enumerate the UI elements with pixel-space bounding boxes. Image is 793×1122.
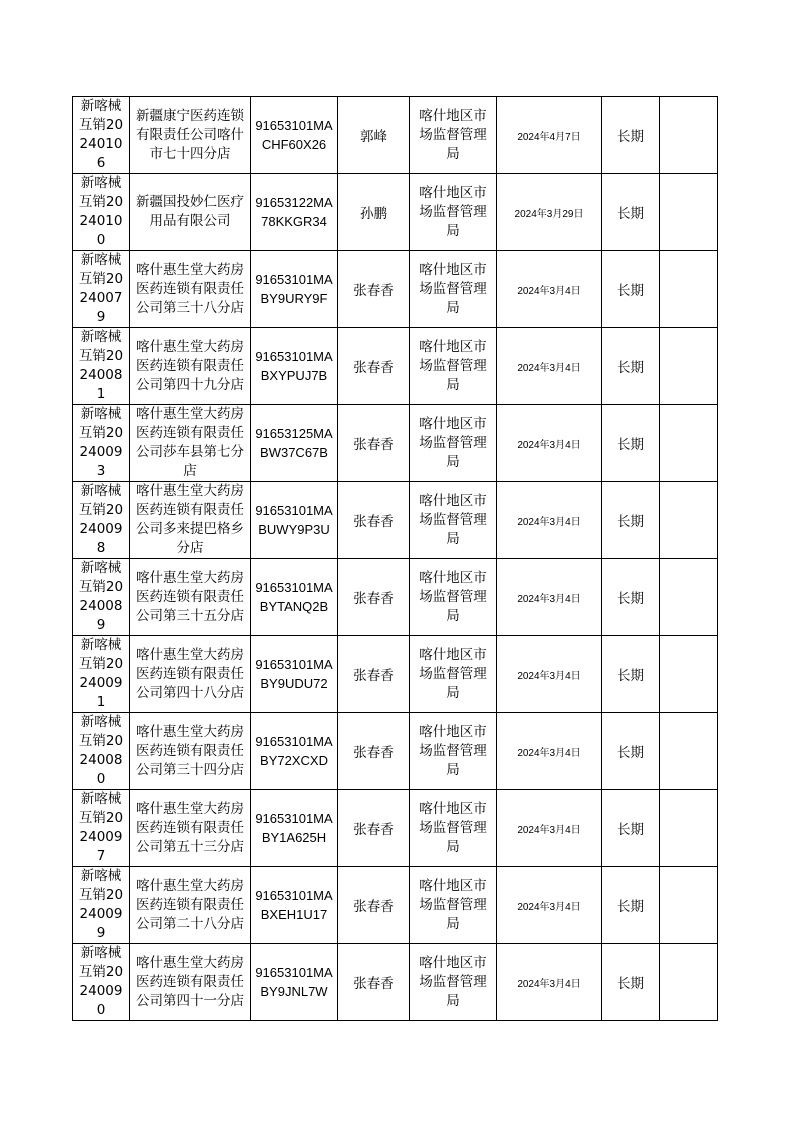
- issue-date-cell: 2024年3月4日: [497, 251, 602, 328]
- credit-code-cell: 91653101MABY9UDU72: [251, 636, 338, 713]
- issuing-authority-cell: 喀什地区市场监督管理局: [410, 790, 497, 867]
- company-name-cell: 喀什惠生堂大药房医药连锁有限责任公司第五十三分店: [130, 790, 251, 867]
- credit-code-cell: 91653101MABYTANQ2B: [251, 559, 338, 636]
- legal-person-cell: 张春香: [338, 944, 410, 1021]
- legal-person-cell: 张春香: [338, 251, 410, 328]
- legal-person-cell: 张春香: [338, 636, 410, 713]
- record-number-cell: 新喀械互销20240081: [73, 328, 130, 405]
- record-number-cell: 新喀械互销20240090: [73, 944, 130, 1021]
- validity-term-cell: 长期: [602, 405, 660, 482]
- issue-date-cell: 2024年3月4日: [497, 713, 602, 790]
- legal-person-cell: 张春香: [338, 790, 410, 867]
- legal-person-cell: 张春香: [338, 482, 410, 559]
- validity-term-cell: 长期: [602, 713, 660, 790]
- validity-term-cell: 长期: [602, 482, 660, 559]
- record-number-cell: 新喀械互销20240080: [73, 713, 130, 790]
- validity-term-cell: 长期: [602, 790, 660, 867]
- table-row: [73, 713, 718, 790]
- validity-term-cell: 长期: [602, 97, 660, 174]
- issuing-authority-cell: 喀什地区市场监督管理局: [410, 944, 497, 1021]
- table-row: [73, 251, 718, 328]
- credit-code-cell: 91653122MA78KKGR34: [251, 174, 338, 251]
- record-number-cell: 新喀械互销20240097: [73, 790, 130, 867]
- issuing-authority-cell: 喀什地区市场监督管理局: [410, 482, 497, 559]
- issue-date-cell: 2024年3月4日: [497, 944, 602, 1021]
- company-name-cell: 喀什惠生堂大药房医药连锁有限责任公司第四十一分店: [130, 944, 251, 1021]
- issuing-authority-cell: 喀什地区市场监督管理局: [410, 636, 497, 713]
- company-name-cell: 喀什惠生堂大药房医药连锁有限责任公司第二十八分店: [130, 867, 251, 944]
- issue-date-cell: 2024年4月7日: [497, 97, 602, 174]
- validity-term-cell: 长期: [602, 944, 660, 1021]
- validity-term-cell: 长期: [602, 636, 660, 713]
- credit-code-cell: 91653101MABY1A625H: [251, 790, 338, 867]
- remarks-cell: [660, 97, 718, 174]
- issue-date-cell: 2024年3月4日: [497, 636, 602, 713]
- remarks-cell: [660, 867, 718, 944]
- issue-date-cell: 2024年3月4日: [497, 482, 602, 559]
- credit-code-cell: 91653101MABXEH1U17: [251, 867, 338, 944]
- remarks-cell: [660, 636, 718, 713]
- credit-code-cell: 91653101MABXYPUJ7B: [251, 328, 338, 405]
- table-row: [73, 328, 718, 405]
- license-table: [72, 96, 718, 1021]
- validity-term-cell: 长期: [602, 251, 660, 328]
- credit-code-cell: 91653125MABW37C67B: [251, 405, 338, 482]
- legal-person-cell: 郭峰: [338, 97, 410, 174]
- remarks-cell: [660, 713, 718, 790]
- company-name-cell: 喀什惠生堂大药房医药连锁有限责任公司莎车县第七分店: [130, 405, 251, 482]
- legal-person-cell: 张春香: [338, 405, 410, 482]
- remarks-cell: [660, 405, 718, 482]
- issue-date-cell: 2024年3月4日: [497, 867, 602, 944]
- record-number-cell: 新喀械互销20240089: [73, 559, 130, 636]
- table-row: [73, 944, 718, 1021]
- company-name-cell: 喀什惠生堂大药房医药连锁有限责任公司第四十八分店: [130, 636, 251, 713]
- record-number-cell: 新喀械互销20240093: [73, 405, 130, 482]
- issue-date-cell: 2024年3月29日: [497, 174, 602, 251]
- issuing-authority-cell: 喀什地区市场监督管理局: [410, 97, 497, 174]
- table-row: [73, 482, 718, 559]
- company-name-cell: 喀什惠生堂大药房医药连锁有限责任公司第三十四分店: [130, 713, 251, 790]
- remarks-cell: [660, 559, 718, 636]
- record-number-cell: 新喀械互销20240106: [73, 97, 130, 174]
- company-name-cell: 喀什惠生堂大药房医药连锁有限责任公司第三十五分店: [130, 559, 251, 636]
- table-row: [73, 405, 718, 482]
- validity-term-cell: 长期: [602, 867, 660, 944]
- issuing-authority-cell: 喀什地区市场监督管理局: [410, 713, 497, 790]
- record-number-cell: 新喀械互销20240091: [73, 636, 130, 713]
- record-number-cell: 新喀械互销20240098: [73, 482, 130, 559]
- issuing-authority-cell: 喀什地区市场监督管理局: [410, 559, 497, 636]
- remarks-cell: [660, 944, 718, 1021]
- issuing-authority-cell: 喀什地区市场监督管理局: [410, 328, 497, 405]
- table-row: [73, 559, 718, 636]
- table-body: [73, 97, 718, 1021]
- issue-date-cell: 2024年3月4日: [497, 559, 602, 636]
- remarks-cell: [660, 328, 718, 405]
- company-name-cell: 喀什惠生堂大药房医药连锁有限责任公司第三十八分店: [130, 251, 251, 328]
- record-number-cell: 新喀械互销20240099: [73, 867, 130, 944]
- legal-person-cell: 张春香: [338, 867, 410, 944]
- issue-date-cell: 2024年3月4日: [497, 790, 602, 867]
- legal-person-cell: 张春香: [338, 559, 410, 636]
- remarks-cell: [660, 251, 718, 328]
- issuing-authority-cell: 喀什地区市场监督管理局: [410, 867, 497, 944]
- company-name-cell: 喀什惠生堂大药房医药连锁有限责任公司多来提巴格乡分店: [130, 482, 251, 559]
- legal-person-cell: 孙鹏: [338, 174, 410, 251]
- company-name-cell: 新疆国投妙仁医疗用品有限公司: [130, 174, 251, 251]
- remarks-cell: [660, 482, 718, 559]
- credit-code-cell: 91653101MABY9JNL7W: [251, 944, 338, 1021]
- issuing-authority-cell: 喀什地区市场监督管理局: [410, 174, 497, 251]
- credit-code-cell: 91653101MABUWY9P3U: [251, 482, 338, 559]
- validity-term-cell: 长期: [602, 559, 660, 636]
- issuing-authority-cell: 喀什地区市场监督管理局: [410, 251, 497, 328]
- record-number-cell: 新喀械互销20240079: [73, 251, 130, 328]
- issue-date-cell: 2024年3月4日: [497, 328, 602, 405]
- table-row: [73, 790, 718, 867]
- table-row: [73, 174, 718, 251]
- validity-term-cell: 长期: [602, 328, 660, 405]
- credit-code-cell: 91653101MABY72XCXD: [251, 713, 338, 790]
- table-row: [73, 97, 718, 174]
- table-row: [73, 636, 718, 713]
- issuing-authority-cell: 喀什地区市场监督管理局: [410, 405, 497, 482]
- table-row: [73, 867, 718, 944]
- company-name-cell: 喀什惠生堂大药房医药连锁有限责任公司第四十九分店: [130, 328, 251, 405]
- credit-code-cell: 91653101MABY9URY9F: [251, 251, 338, 328]
- credit-code-cell: 91653101MACHF60X26: [251, 97, 338, 174]
- validity-term-cell: 长期: [602, 174, 660, 251]
- company-name-cell: 新疆康宁医药连锁有限责任公司喀什市七十四分店: [130, 97, 251, 174]
- legal-person-cell: 张春香: [338, 328, 410, 405]
- remarks-cell: [660, 174, 718, 251]
- legal-person-cell: 张春香: [338, 713, 410, 790]
- remarks-cell: [660, 790, 718, 867]
- issue-date-cell: 2024年3月4日: [497, 405, 602, 482]
- record-number-cell: 新喀械互销20240100: [73, 174, 130, 251]
